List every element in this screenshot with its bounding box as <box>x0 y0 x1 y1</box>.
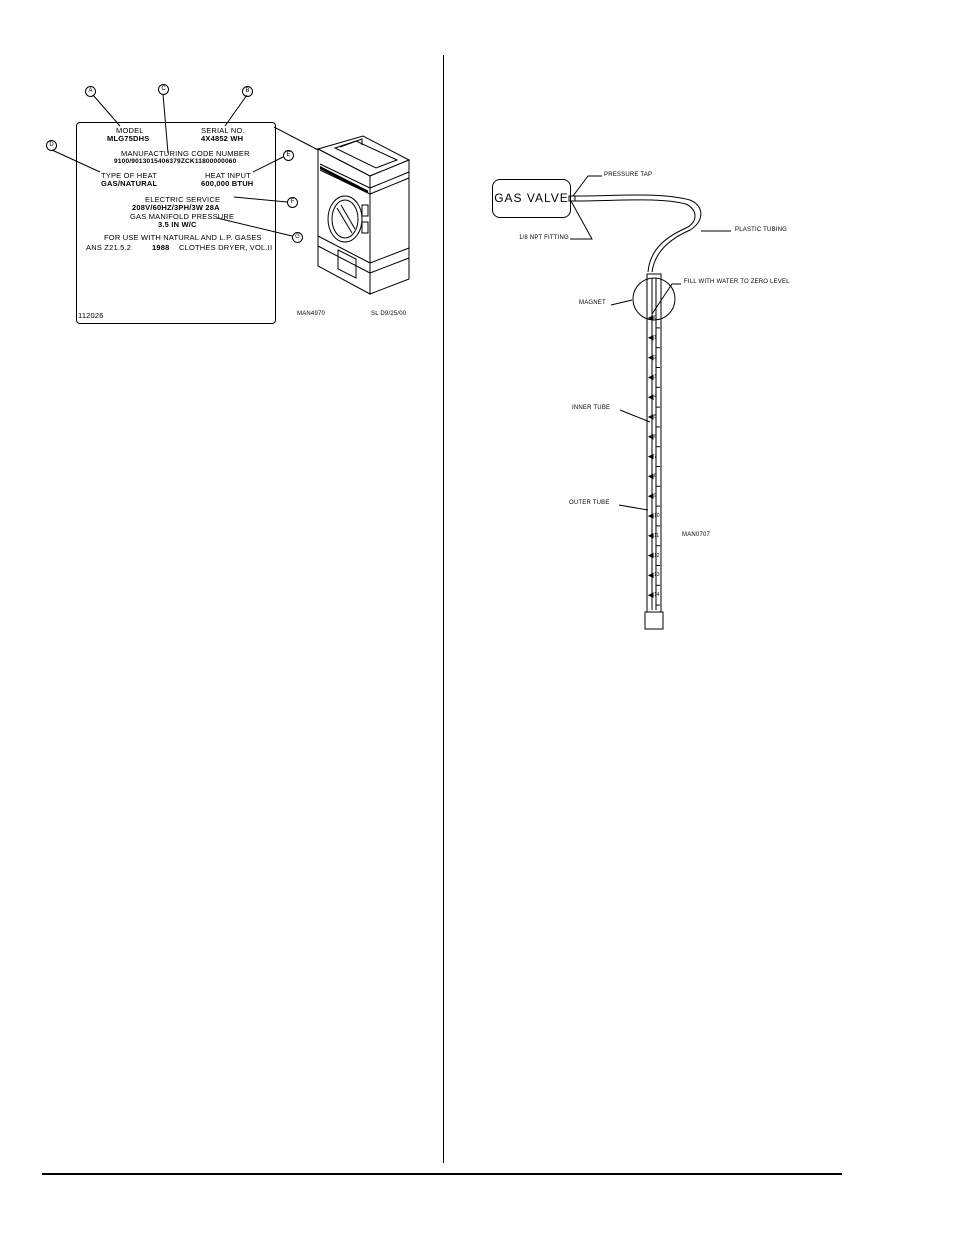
serial-label: SERIAL NO. <box>201 126 245 135</box>
pressure-tap-label: PRESSURE TAP <box>604 172 653 178</box>
scale-marker <box>649 435 653 439</box>
callout-c: C <box>158 84 169 95</box>
scale-marker <box>649 455 653 459</box>
scale-marker <box>649 474 653 478</box>
heat-type-label: TYPE OF HEAT <box>101 171 158 180</box>
callout-g: G <box>292 232 303 243</box>
scale-mark-label: 1 <box>654 334 657 341</box>
fill-note-label: FILL WITH WATER TO ZERO LEVEL <box>684 279 790 285</box>
scale-marker <box>649 573 653 577</box>
scale-marker <box>649 494 653 498</box>
scale-mark-label: 6 <box>654 433 657 440</box>
inner-tube-label: INNER TUBE <box>572 405 611 411</box>
scale-marker <box>649 375 653 379</box>
scale-mark-label: 2 <box>654 354 657 361</box>
scale-mark-label: 5 <box>654 414 657 420</box>
scale-mark-label: 0 <box>654 315 657 321</box>
scale-mark-label: 14 <box>654 592 660 599</box>
callout-b: B <box>242 86 253 97</box>
plate-id: 112026 <box>78 311 104 320</box>
electric-value: 208V/60HZ/3PH/3W 28A <box>132 203 220 212</box>
scale-marker <box>649 395 653 399</box>
right-figure-id: MAN0707 <box>682 532 711 538</box>
plastic-tubing-label: PLASTIC TUBING <box>735 227 788 233</box>
scale-mark-label: 9 <box>654 493 657 500</box>
callout-e: E <box>283 150 294 161</box>
model-label: MODEL <box>116 126 144 135</box>
mfg-code-label: MANUFACTURING CODE NUMBER <box>121 149 250 158</box>
scale-mark-label: 7 <box>654 453 657 460</box>
serial-value: 4X4852 WH <box>201 134 244 143</box>
heat-input-value: 600,000 BTUH <box>201 179 254 188</box>
scale-marker <box>649 593 653 597</box>
scale-marker <box>649 336 653 340</box>
mfg-code-value: 9100/9013015406379ZCK11800000060 <box>114 158 237 165</box>
scale-marker <box>649 554 653 558</box>
scale-marker <box>649 534 653 538</box>
scale-mark-label: 12 <box>654 552 660 559</box>
ans-year: 1988 <box>152 243 170 252</box>
callout-f: F <box>287 197 298 208</box>
scale-marker <box>649 514 653 518</box>
magnet-label: MAGNET <box>579 300 606 306</box>
heat-input-label: HEAT INPUT <box>205 171 251 180</box>
scale-mark-label: 8 <box>654 473 657 480</box>
callout-d: D <box>46 140 57 151</box>
manifold-value: 3.5 IN W/C <box>158 220 197 229</box>
scale-mark-label: 3 <box>654 374 657 381</box>
scale-mark-label: 4 <box>654 394 657 401</box>
manifold-label: GAS MANIFOLD PRESSURE <box>130 212 235 221</box>
scale-marker <box>649 415 653 419</box>
scale-mark-label: 11 <box>654 532 660 539</box>
scale-mark-label: 13 <box>654 572 660 579</box>
scale-mark-label: 10 <box>654 513 660 519</box>
model-value: MLG75DHS <box>107 134 150 143</box>
footer-rule <box>42 1173 842 1175</box>
heat-type-value: GAS/NATURAL <box>101 179 158 188</box>
use-line: FOR USE WITH NATURAL AND L.P. GASES <box>104 233 262 242</box>
scale-marker <box>649 356 653 360</box>
callout-a: A <box>85 86 96 97</box>
gas-valve-box: GAS VALVE <box>492 179 571 218</box>
outer-tube-label: OUTER TUBE <box>569 500 610 506</box>
electric-label: ELECTRIC SERVICE <box>145 195 221 204</box>
ans-tail: CLOTHES DRYER, VOL.II <box>179 243 273 252</box>
left-figure-id: MAN4970 <box>297 311 326 317</box>
npt-fitting-label: 1/8 NPT FITTING <box>519 235 569 241</box>
ans-line: ANS Z21.5.2 <box>86 243 132 252</box>
dryer-id: SL D9/25/00 <box>371 311 407 317</box>
